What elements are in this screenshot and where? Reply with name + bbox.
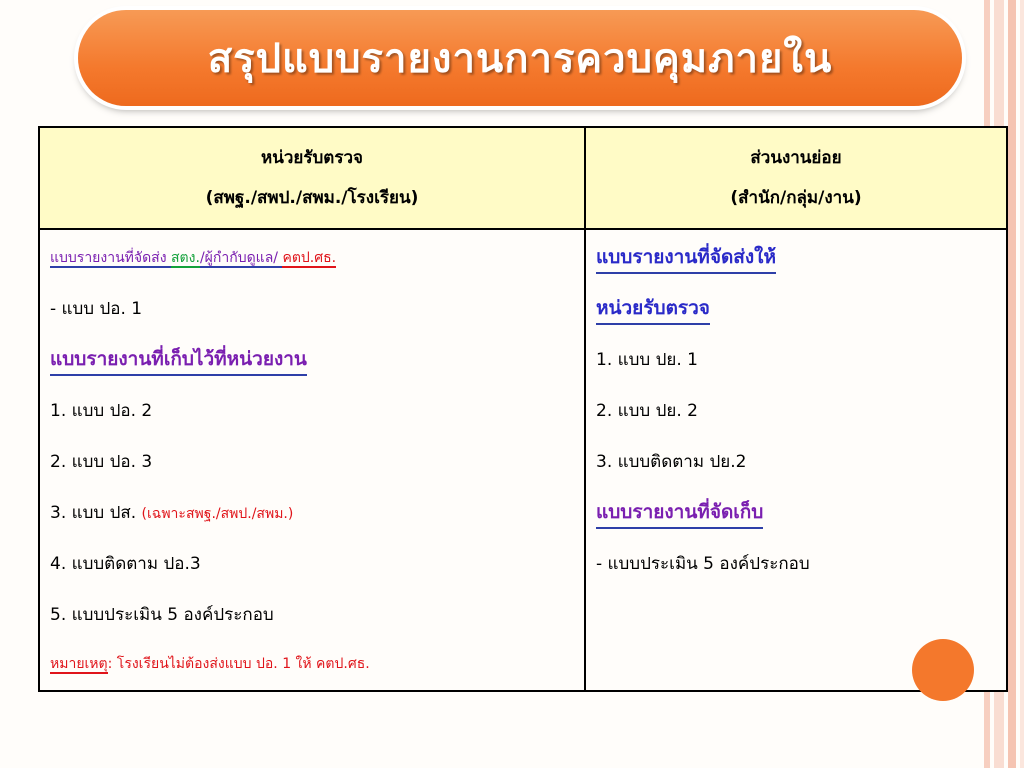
title-banner (78, 10, 962, 106)
header-subunit-subtitle: (สำนัก/กลุ่ม/งาน) (730, 188, 862, 208)
left-item-3 (50, 493, 574, 544)
left-send-item: - แบบ ปอ. 1 (50, 299, 143, 319)
left-send-line (50, 238, 574, 289)
right-item-1: 1. แบบ ปย. 1 (596, 350, 698, 370)
summary-table (38, 126, 1008, 692)
right-item-3: 3. แบบติดตาม ปย.2 (596, 452, 747, 472)
header-subunit (585, 127, 1007, 229)
left-note (50, 646, 574, 682)
header-subunit-title: ส่วนงานย่อย (750, 148, 842, 168)
table-body-row (39, 229, 1007, 691)
right-send-heading-line-2 (596, 289, 996, 340)
send-separator: / (273, 250, 283, 266)
right-item-2: 2. แบบ ปย. 2 (596, 401, 698, 421)
send-to-oag: สตง. (171, 250, 200, 266)
right-keep-heading: แบบรายงานที่จัดเก็บ (596, 497, 763, 529)
right-keep-item: - แบบประเมิน 5 องค์ประกอบ (596, 554, 810, 574)
right-keep-heading-line (596, 493, 996, 544)
left-send-prefix: แบบรายงานที่จัดส่ง (50, 250, 172, 266)
left-item-1: 1. แบบ ปอ. 2 (50, 401, 153, 421)
left-keep-heading: แบบรายงานที่เก็บไว้ที่หน่วยงาน (50, 344, 307, 376)
left-item-5: 5. แบบประเมิน 5 องค์ประกอบ (50, 605, 274, 625)
left-item-2: 2. แบบ ปอ. 3 (50, 452, 153, 472)
right-send-heading-line-1 (596, 238, 996, 289)
send-to-ministry-auditor: คตป.ศธ. (282, 250, 337, 266)
slide-title: สรุปแบบรายงานการควบคุมภายใน (207, 36, 833, 82)
right-send-heading-2: หน่วยรับตรวจ (596, 293, 710, 325)
right-send-heading-1: แบบรายงานที่จัดส่งให้ (596, 242, 776, 274)
send-separator: / (199, 250, 205, 266)
header-auditee (39, 127, 585, 229)
header-auditee-title: หน่วยรับตรวจ (261, 148, 363, 168)
left-keep-heading-line (50, 340, 574, 391)
subunit-cell (585, 229, 1007, 691)
table-header-row (39, 127, 1007, 229)
left-item-3-label: 3. แบบ ปส. (50, 503, 142, 523)
auditee-cell (39, 229, 585, 691)
note-text: : โรงเรียนไม่ต้องส่งแบบ ปอ. 1 ให้ คตป.ศธ. (107, 656, 370, 672)
header-auditee-subtitle: (สพฐ./สพป./สพม./โรงเรียน) (205, 188, 419, 208)
note-label: หมายเหตุ (50, 656, 108, 672)
left-item-3-note: (เฉพาะสพฐ./สพป./สพม.) (141, 506, 294, 522)
decorative-circle (912, 639, 974, 701)
left-item-4: 4. แบบติดตาม ปอ.3 (50, 554, 201, 574)
send-to-supervisor: ผู้กำกับดูแล (204, 250, 274, 266)
